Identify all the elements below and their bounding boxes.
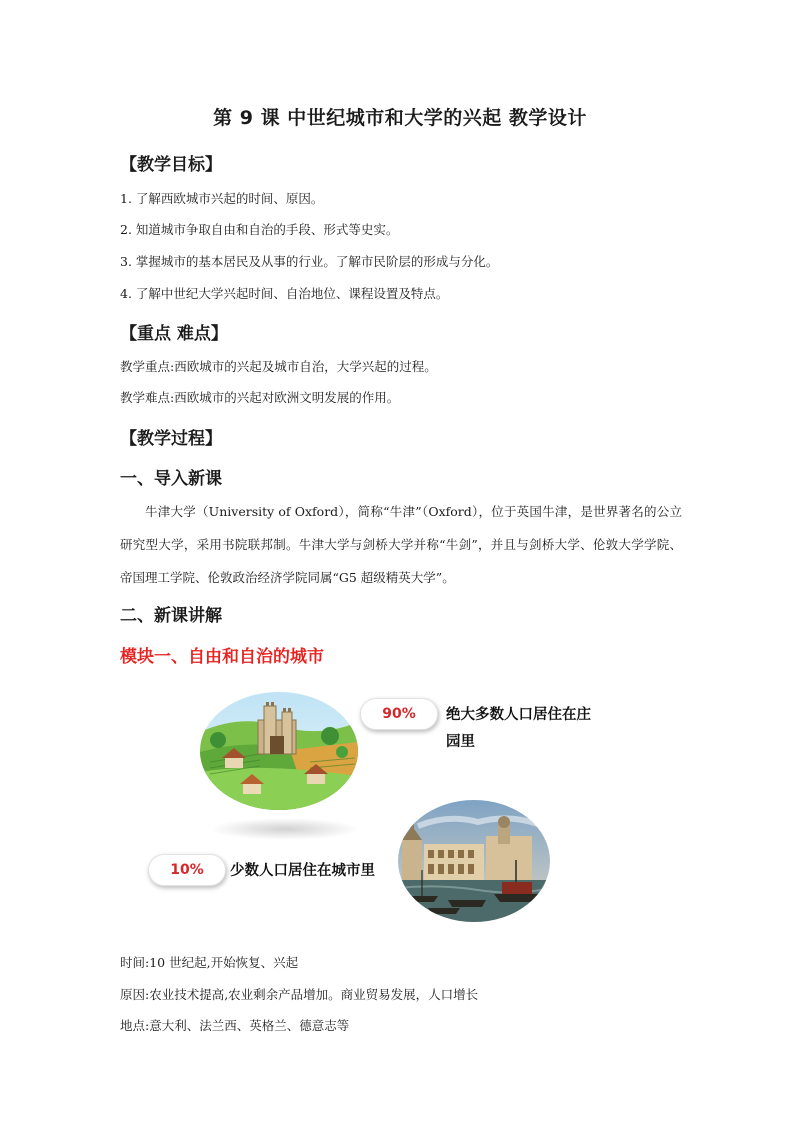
objective-item-1: 1. 了解西欧城市兴起的时间、原因。 <box>120 191 324 206</box>
manor-illustration <box>200 692 358 810</box>
city-percent-badge: 10% <box>148 854 226 886</box>
city-illustration <box>398 800 550 922</box>
objective-item-4: 4. 了解中世纪大学兴起时间、自治地位、课程设置及特点。 <box>120 286 449 301</box>
fact-place: 地点:意大利、法兰西、英格兰、德意志等 <box>120 1018 350 1033</box>
fact-reason: 原因:农业技术提高,农业剩余产品增加。商业贸易发展，人口增长 <box>120 987 479 1002</box>
teaching-focus: 教学重点:西欧城市的兴起及城市自治，大学兴起的过程。 <box>120 359 437 374</box>
objective-item-3: 3. 掌握城市的基本居民及从事的行业。了解市民阶层的形成与分化。 <box>120 254 499 269</box>
manor-caption: 绝大多数人口居住在庄园里 <box>446 707 591 750</box>
fact-time: 时间:10 世纪起,开始恢复、兴起 <box>120 955 299 970</box>
objective-item-2: 2. 知道城市争取自由和自治的手段、形式等史实。 <box>120 222 399 237</box>
intro-paragraph: 牛津大学（University of Oxford），简称“牛津”（Oxford），位于英国牛津，是世界著名的公立研究型大学，采用书院联邦制。牛津大学与剑桥大学并称“牛剑”，并且与剑桥大学、伦敦大学学院、帝国理工学院、伦敦政治经济学院同属“G5 超级精英大学”。 <box>120 504 682 585</box>
section-intro-heading: 一、导入新课 <box>120 469 222 489</box>
keypoints-heading: 【重点 难点】 <box>120 324 228 344</box>
page-title: 第 9 课 中世纪城市和大学的兴起 教学设计 <box>213 107 587 129</box>
manor-percent-badge: 90% <box>360 698 438 730</box>
population-figure <box>170 680 610 950</box>
teaching-difficulty: 教学难点:西欧城市的兴起对欧洲文明发展的作用。 <box>120 390 400 405</box>
process-heading: 【教学过程】 <box>120 429 222 449</box>
objectives-heading: 【教学目标】 <box>120 155 222 175</box>
module-1-heading: 模块一、自由和自治的城市 <box>120 647 324 667</box>
city-caption: 少数人口居住在城市里 <box>230 863 375 879</box>
section-new-lesson-heading: 二、新课讲解 <box>120 606 222 626</box>
manor-shadow <box>210 818 360 840</box>
